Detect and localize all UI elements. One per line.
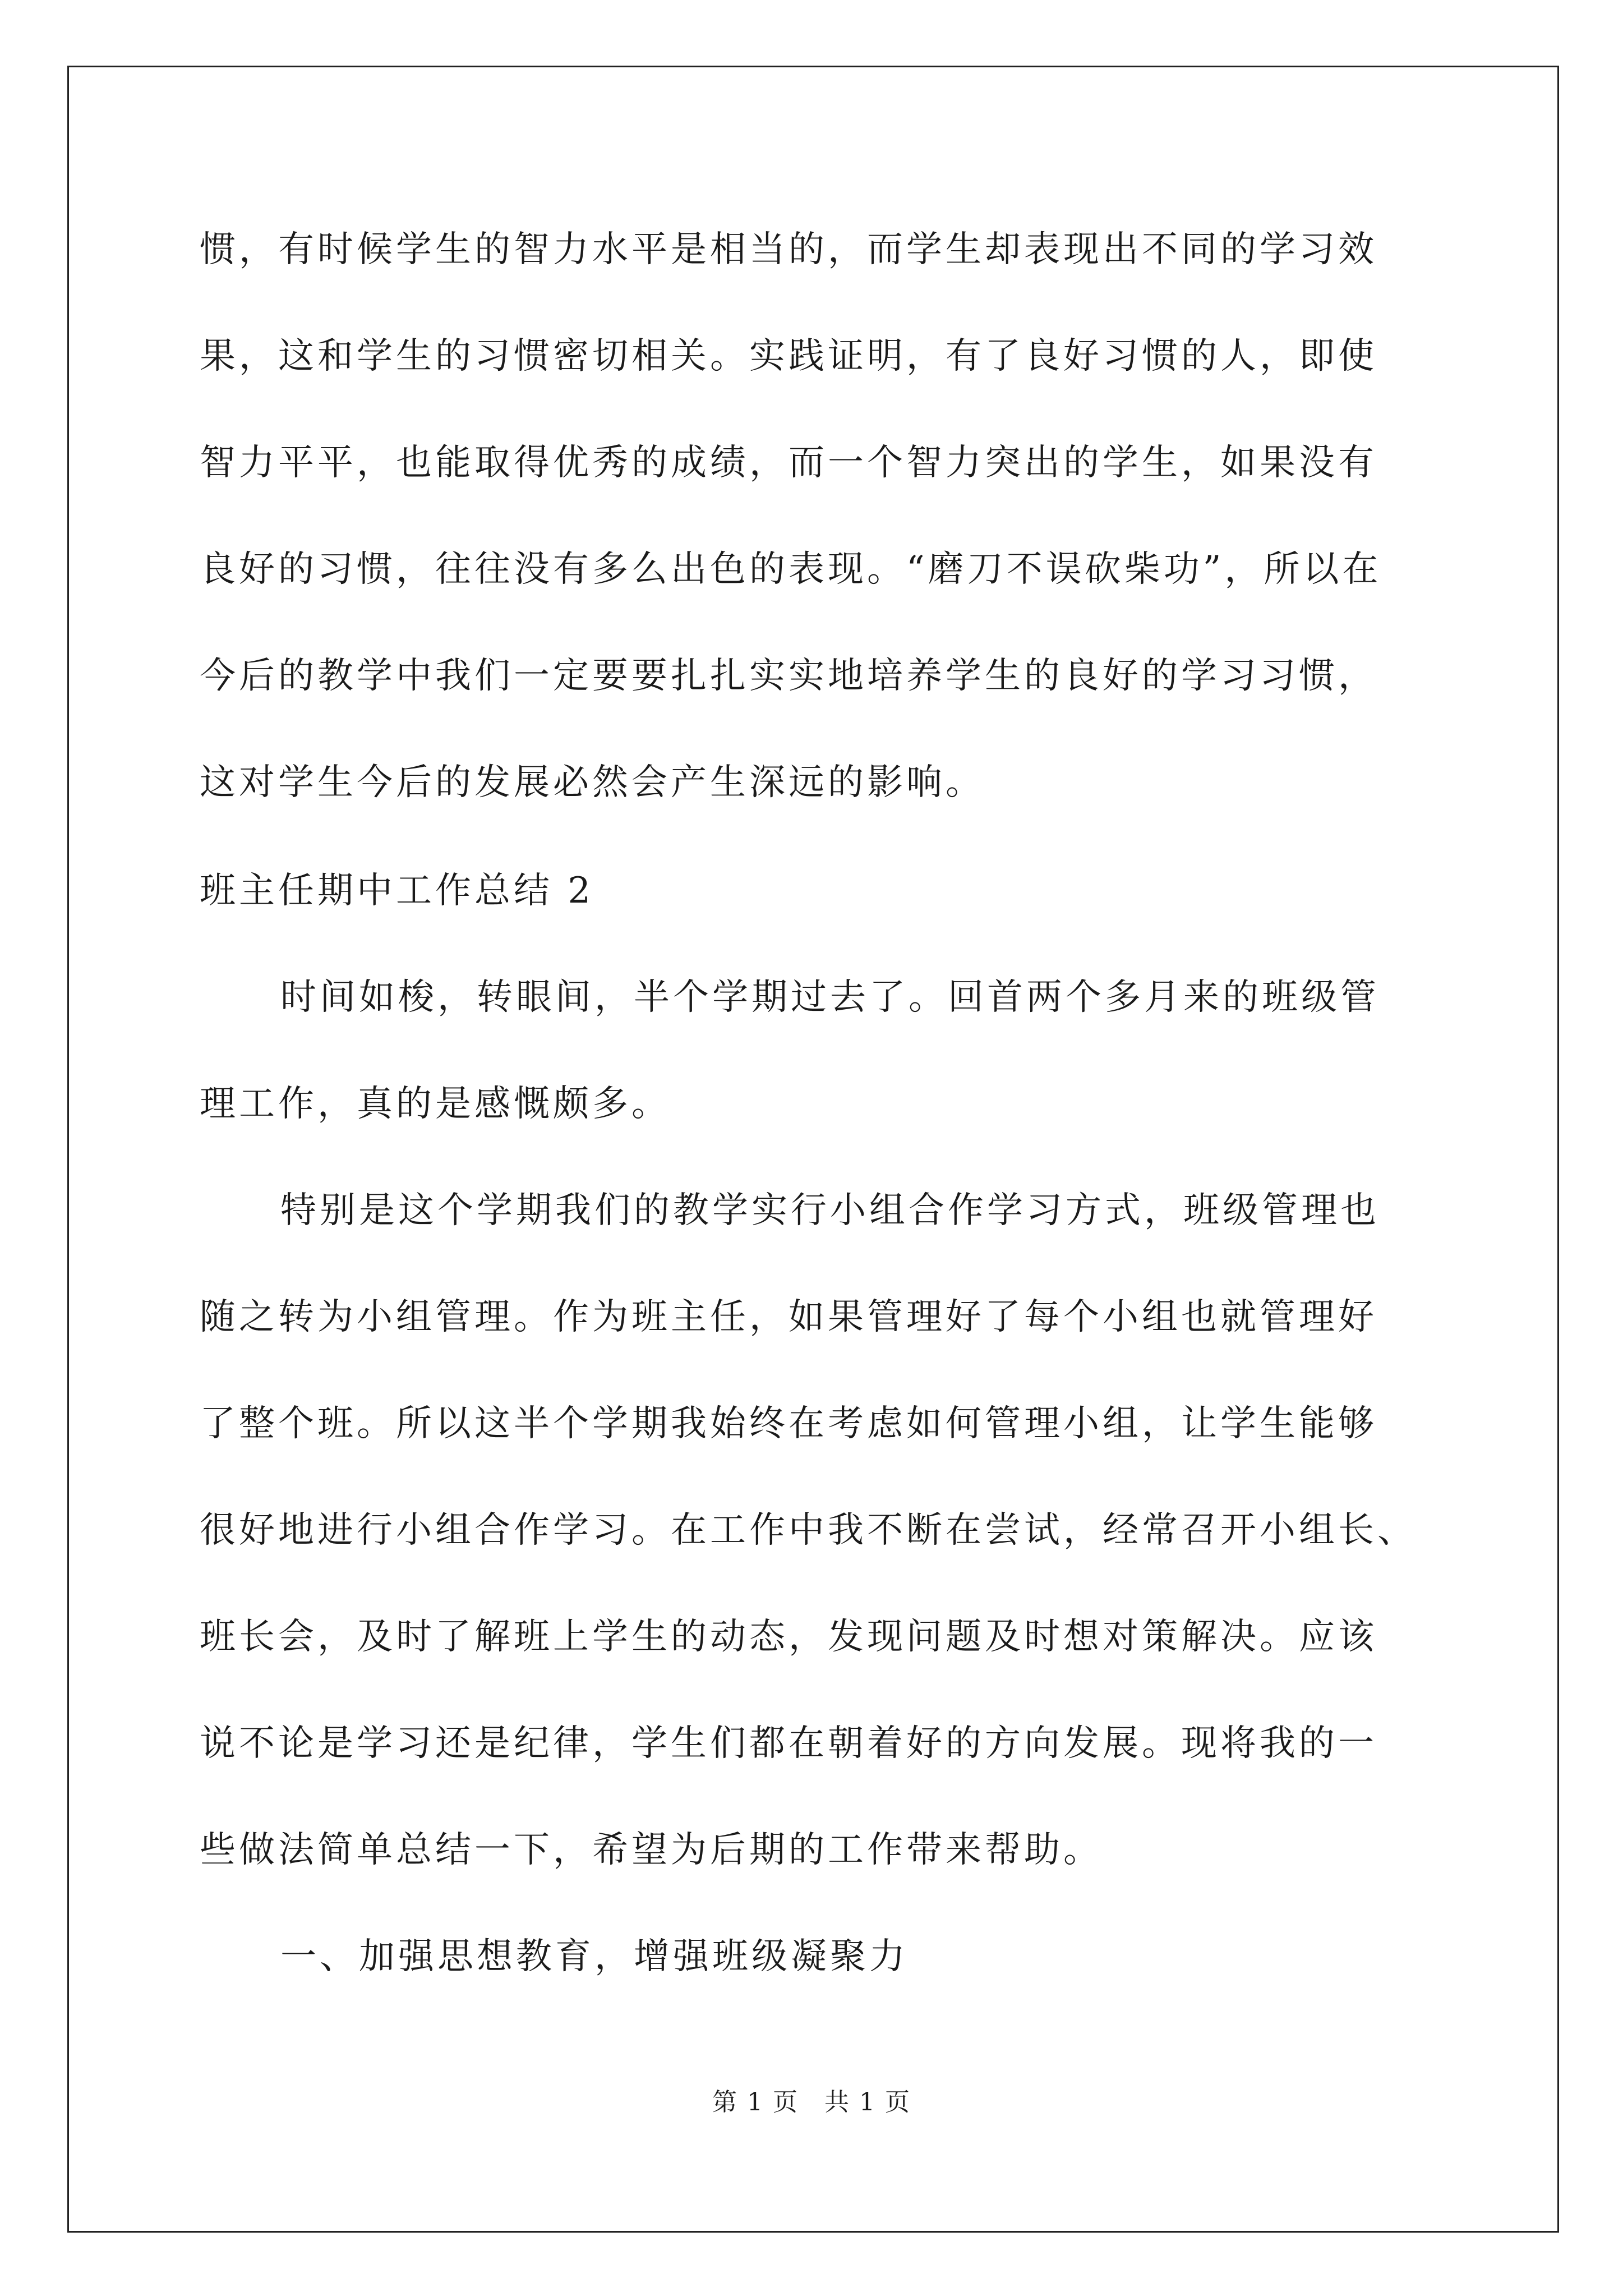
paragraph-line: 很好地进行小组合作学习。在工作中我不断在尝试，经常召开小组长、 <box>200 1510 1417 1551</box>
paragraph-line: 了整个班。所以这半个学期我始终在考虑如何管理小组，让学生能够 <box>200 1403 1377 1444</box>
paragraph-line: 良好的习惯，往往没有多么出色的表现。“磨刀不误砍柴功”，所以在 <box>200 549 1382 590</box>
paragraph-line: 时间如梭，转眼间，半个学期过去了。回首两个多月来的班级管 <box>280 977 1380 1018</box>
paragraph-line: 说不论是学习还是纪律，学生们都在朝着好的方向发展。现将我的一 <box>200 1723 1377 1764</box>
section-heading: 班主任期中工作总结 2 <box>200 870 594 912</box>
paragraph-line: 随之转为小组管理。作为班主任，如果管理好了每个小组也就管理好 <box>200 1296 1377 1338</box>
page-border <box>67 66 1559 2233</box>
paragraph-line: 些做法简单总结一下，希望为后期的工作带来帮助。 <box>200 1829 1103 1871</box>
paragraph-line: 特别是这个学期我们的教学实行小组合作学习方式，班级管理也 <box>280 1190 1380 1231</box>
paragraph-line: 班长会，及时了解班上学生的动态，发现问题及时想对策解决。应该 <box>200 1616 1377 1658</box>
paragraph-line: 果，这和学生的习惯密切相关。实践证明，有了良好习惯的人，即使 <box>200 335 1377 377</box>
paragraph-line: 今后的教学中我们一定要要扎扎实实地培养学生的良好的学习习惯， <box>200 655 1377 697</box>
paragraph-line: 智力平平，也能取得优秀的成绩，而一个智力突出的学生，如果没有 <box>200 442 1377 484</box>
paragraph-line: 理工作，真的是感慨颇多。 <box>200 1083 671 1125</box>
page-number: 第 1 页 共 1 页 <box>712 2088 911 2116</box>
subsection-heading: 一、加强思想教育，增强班级凝聚力 <box>280 1936 909 1977</box>
paragraph-line: 这对学生今后的发展必然会产生深远的影响。 <box>200 762 985 803</box>
paragraph-line: 惯，有时候学生的智力水平是相当的，而学生却表现出不同的学习效 <box>200 229 1377 270</box>
